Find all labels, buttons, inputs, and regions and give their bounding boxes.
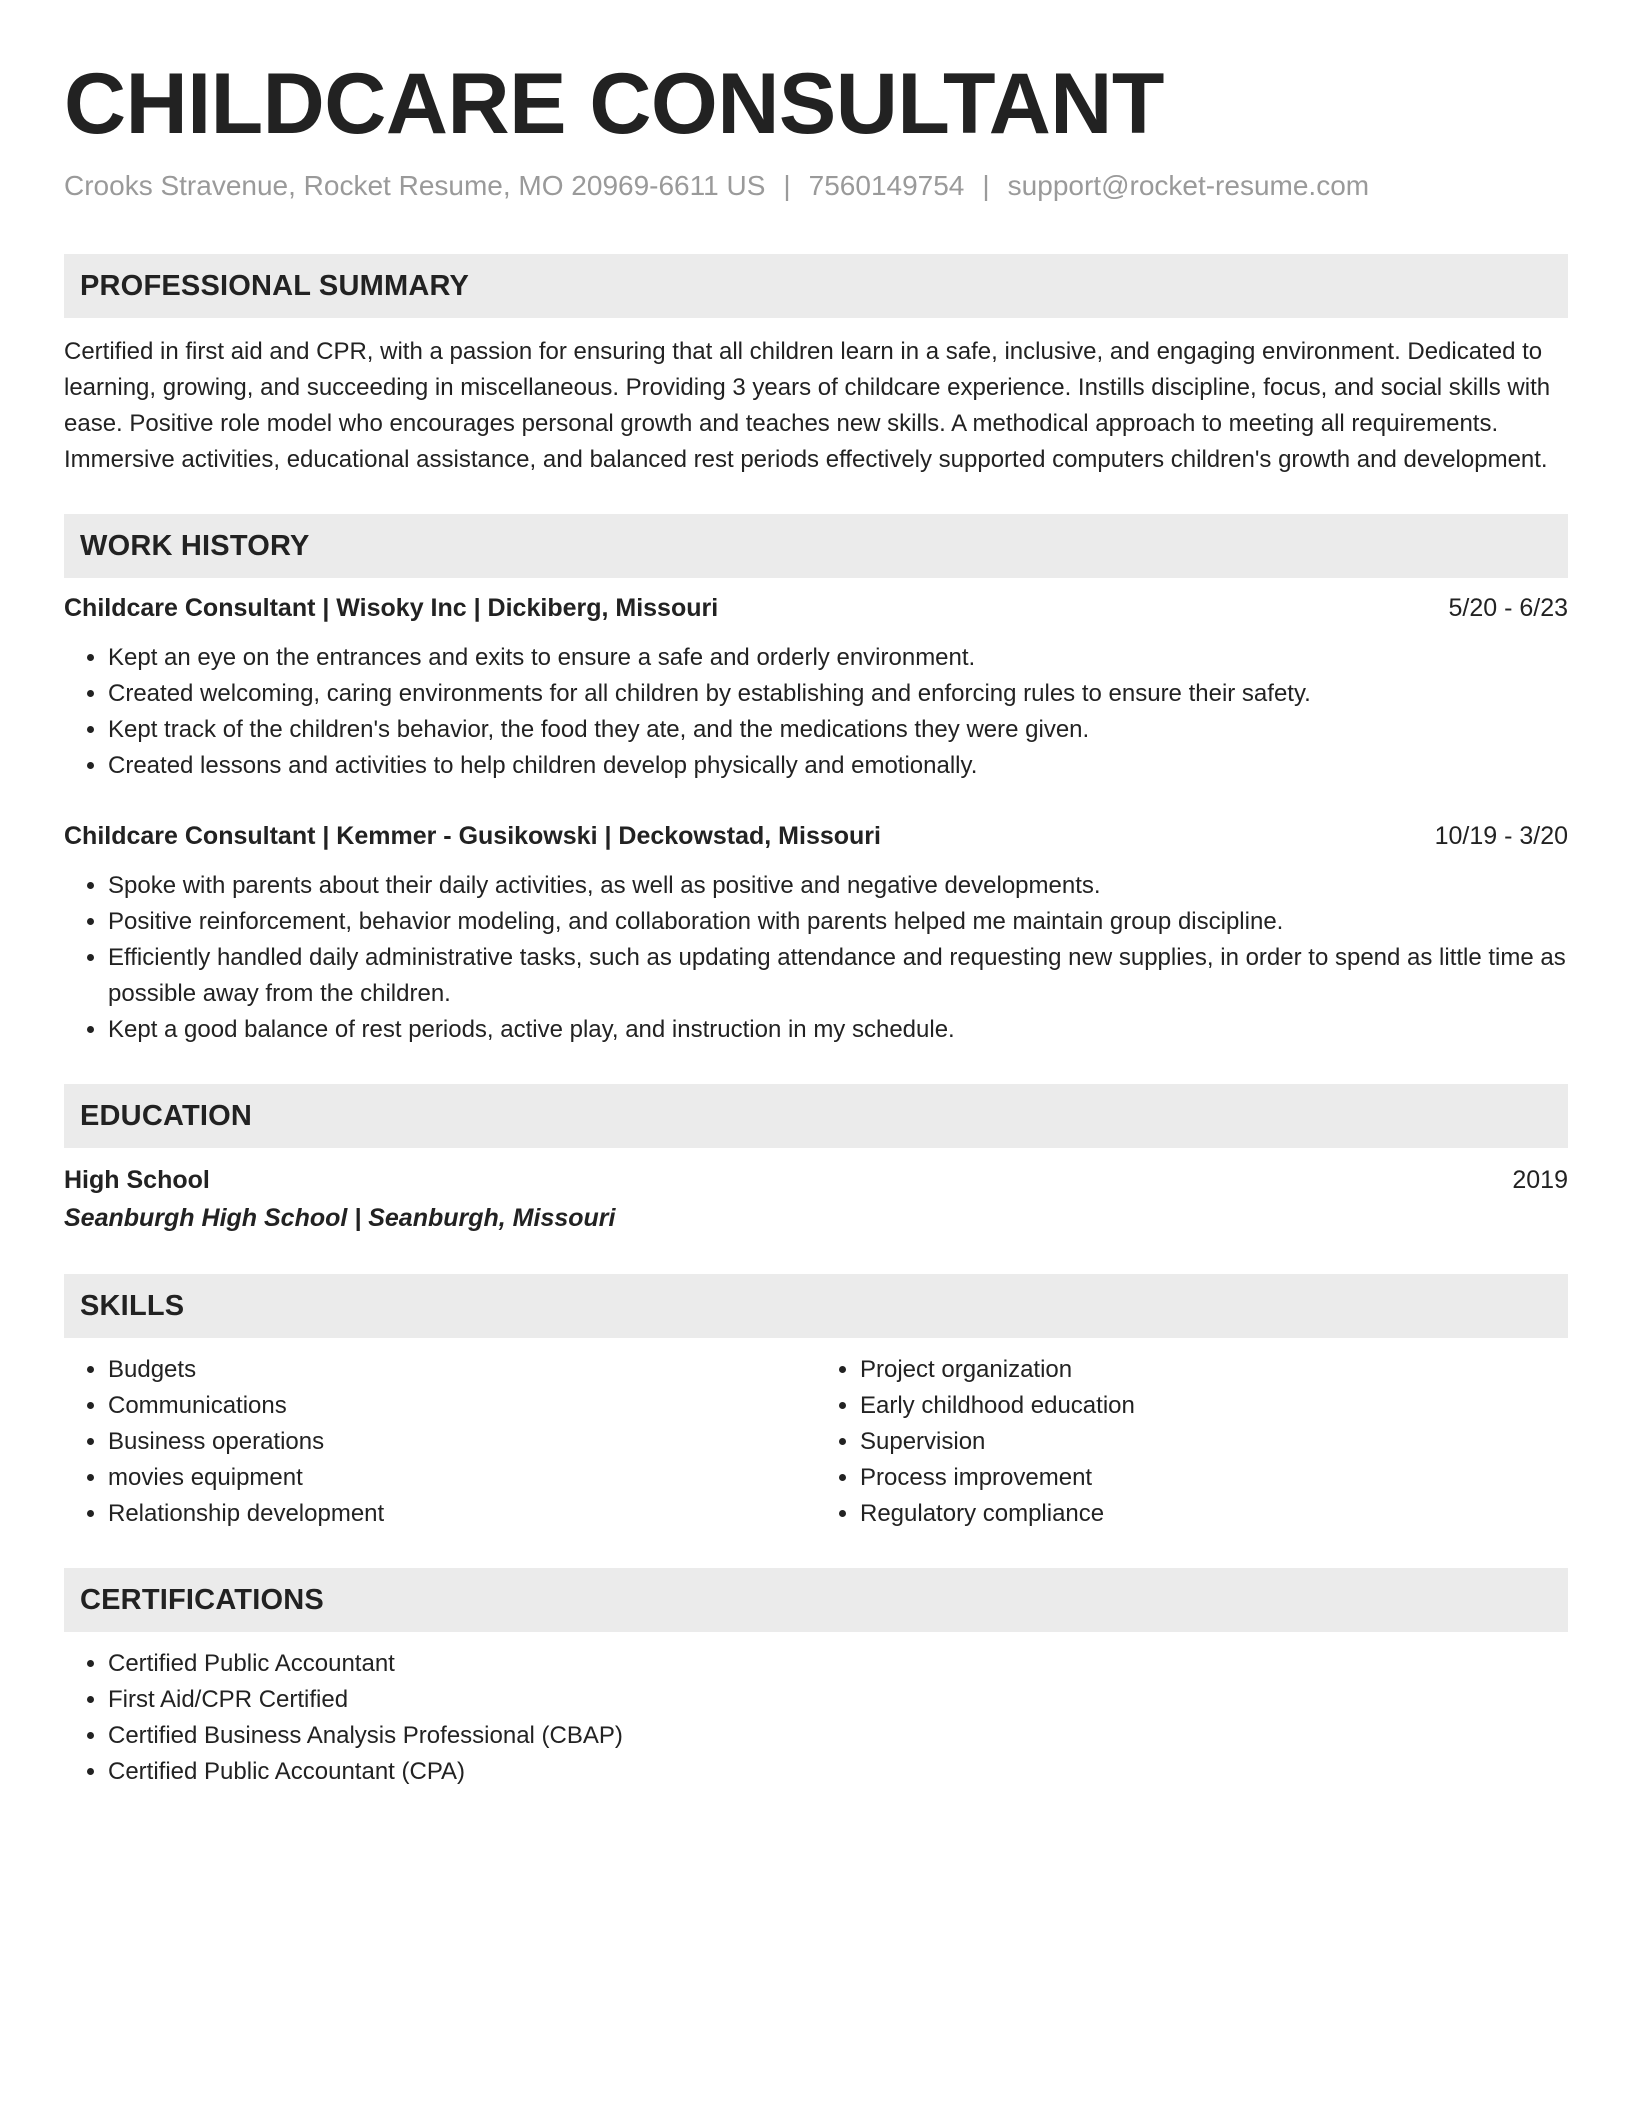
certification-item: • Certified Public Accountant <box>108 1646 1568 1682</box>
job-bullet: • Spoke with parents about their daily activities, as well as positive and negative developments. <box>108 868 1568 904</box>
education-year: 2019 <box>1512 1166 1568 1194</box>
job-bullets <box>64 868 1568 1048</box>
summary-paragraph: Certified in first aid and CPR, with a passion for ensuring that all children learn in a safe, inclusive, and engaging environment. Dedicated to learning, growing, and succeeding in miscellaneous. Providing 3 years of childcare experience. Instills discipline, focus, and social skills with ease. Positive role model who encourages personal growth and teaches new skills. A methodical approach to meeting all requirements. Immersive activities, educational assistance, and balanced rest periods effectively supported computers children's growth and development. <box>64 338 1551 473</box>
job-title: Childcare Consultant | Wisoky Inc | Dickiberg, Missouri <box>64 594 719 622</box>
certifications-list <box>64 1646 1568 1790</box>
job-bullet: • Kept track of the children's behavior, the food they ate, and the medications they were given. <box>108 712 1568 748</box>
job-bullet: • Created lessons and activities to help children develop physically and emotionally. <box>108 748 1568 784</box>
job-bullet: • Efficiently handled daily administrative tasks, such as updating attendance and requesting new supplies, in order to spend as little time as possible away from the children. <box>108 940 1568 1012</box>
education-degree: High School <box>64 1166 210 1194</box>
skill-item: • Supervision <box>860 1424 1568 1460</box>
skills-left-column <box>64 1352 816 1532</box>
skill-item: • Business operations <box>108 1424 816 1460</box>
section-header-skills: SKILLS <box>64 1274 1568 1338</box>
job-bullet: • Positive reinforcement, behavior modeling, and collaboration with parents helped me maintain group discipline. <box>108 904 1568 940</box>
contact-separator: | <box>783 170 791 201</box>
job-bullets <box>64 640 1568 784</box>
contact-line <box>64 168 1568 204</box>
job-dates: 10/19 - 3/20 <box>1434 822 1568 850</box>
certification-item: • Certified Public Accountant (CPA) <box>108 1754 1568 1790</box>
job-entry <box>64 818 1568 1048</box>
section-header-summary: PROFESSIONAL SUMMARY <box>64 254 1568 318</box>
skill-item: • Regulatory compliance <box>860 1496 1568 1532</box>
job-dates: 5/20 - 6/23 <box>1448 594 1568 622</box>
contact-address: Crooks Stravenue, Rocket Resume, MO 20969-6611 US <box>64 170 766 201</box>
contact-email: support@rocket-resume.com <box>1007 170 1370 201</box>
contact-phone: 7560149754 <box>808 170 965 201</box>
job-title: Childcare Consultant | Kemmer - Gusikowski | Deckowstad, Missouri <box>64 822 881 850</box>
skill-item: • Project organization <box>860 1352 1568 1388</box>
candidate-title: CHILDCARE CONSULTANT <box>64 56 1164 152</box>
education-school: Seanburgh High School | Seanburgh, Missouri <box>64 1204 616 1232</box>
section-header-work-history: WORK HISTORY <box>64 514 1568 578</box>
section-header-certifications: CERTIFICATIONS <box>64 1568 1568 1632</box>
skill-item: • Communications <box>108 1388 816 1424</box>
skill-item: • Early childhood education <box>860 1388 1568 1424</box>
skills-grid <box>64 1352 1568 1532</box>
skill-item: • movies equipment <box>108 1460 816 1496</box>
section-header-education: EDUCATION <box>64 1084 1568 1148</box>
skill-item: • Process improvement <box>860 1460 1568 1496</box>
job-header <box>64 818 1568 854</box>
job-bullet: • Created welcoming, caring environments for all children by establishing and enforcing rules to ensure their safety. <box>108 676 1568 712</box>
contact-separator: | <box>982 170 990 201</box>
skill-item: • Budgets <box>108 1352 816 1388</box>
job-header <box>64 590 1568 626</box>
education-header <box>64 1162 1568 1198</box>
skills-right-column <box>816 1352 1568 1532</box>
job-bullet: • Kept an eye on the entrances and exits to ensure a safe and orderly environment. <box>108 640 1568 676</box>
certification-item: • First Aid/CPR Certified <box>108 1682 1568 1718</box>
job-entry <box>64 590 1568 784</box>
skill-item: • Relationship development <box>108 1496 816 1532</box>
job-bullet: • Kept a good balance of rest periods, active play, and instruction in my schedule. <box>108 1012 1568 1048</box>
certification-item: • Certified Business Analysis Professional (CBAP) <box>108 1718 1568 1754</box>
